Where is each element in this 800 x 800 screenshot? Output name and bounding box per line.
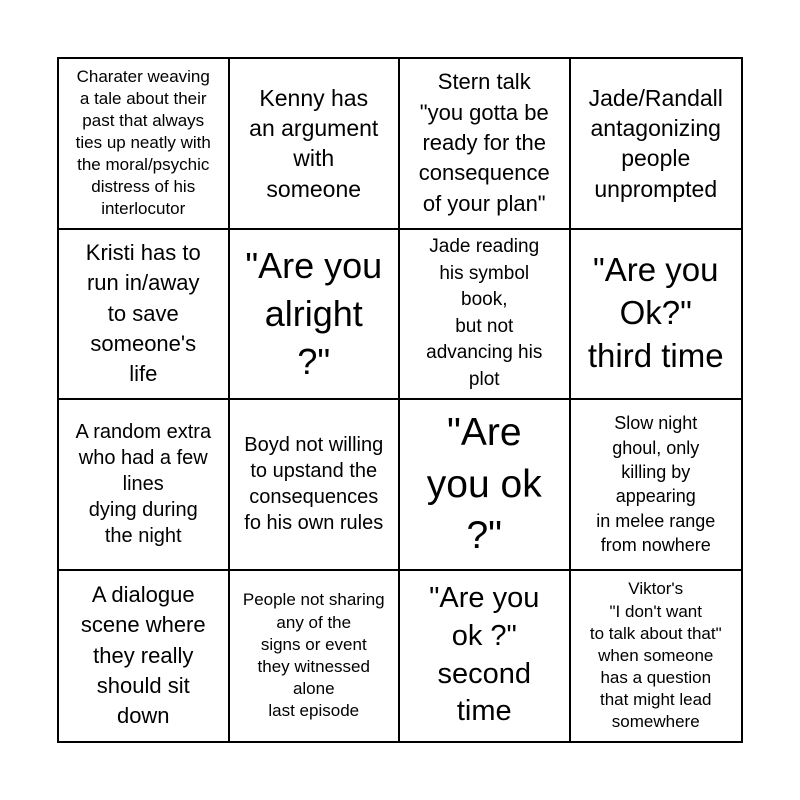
cell-text: Boyd not willing to upstand the consequences fo his own rules xyxy=(244,434,384,535)
bingo-cell-4[interactable] xyxy=(571,59,742,230)
cell-text: "Are you ok ?" second time xyxy=(429,582,540,728)
bingo-cell-16[interactable] xyxy=(571,571,742,742)
cell-text: Charater weaving a tale about their past that always ties up neatly with the moral/psychic distress of his interlocutor xyxy=(75,66,211,219)
cell-text: "Are you Ok?" third time xyxy=(587,251,724,375)
cell-text: Jade/Randall antagonizing people unprompted xyxy=(588,84,723,202)
cell-text: Stern talk "you gotta be ready for the consequence of your plan" xyxy=(418,69,550,216)
cell-text: Kenny has an argument with someone xyxy=(249,84,379,202)
bingo-cell-13[interactable] xyxy=(59,571,230,742)
cell-text: People not sharing any of the signs or event they witnessed alone last episode xyxy=(242,590,385,720)
cell-text: Viktor's "I don't want to talk about that" when someone has a question that might lead somewhere xyxy=(589,579,722,731)
bingo-cell-3[interactable] xyxy=(400,59,571,230)
cell-text: Kristi has to run in/away to save someone's life xyxy=(85,239,201,387)
bingo-cell-7[interactable] xyxy=(400,230,571,401)
cell-text: Jade reading his symbol book, but not advancing his plot xyxy=(426,235,543,390)
cell-text: A random extra who had a few lines dying during the night xyxy=(75,421,212,548)
bingo-cell-8[interactable] xyxy=(571,230,742,401)
cell-text: A dialogue scene where they really should sit down xyxy=(80,581,206,729)
bingo-cell-5[interactable] xyxy=(59,230,230,401)
bingo-cell-11[interactable] xyxy=(400,400,571,571)
bingo-cell-12[interactable] xyxy=(571,400,742,571)
bingo-cell-10[interactable] xyxy=(230,400,401,571)
bingo-cell-6[interactable] xyxy=(230,230,401,401)
cell-text: "Are you ok ?" xyxy=(426,411,542,557)
bingo-cell-15[interactable] xyxy=(400,571,571,742)
bingo-cell-1[interactable] xyxy=(59,59,230,230)
bingo-board xyxy=(57,57,743,743)
bingo-cell-9[interactable] xyxy=(59,400,230,571)
cell-text: Slow night ghoul, only killing by appearing in melee range from nowhere xyxy=(596,413,716,555)
bingo-cell-2[interactable] xyxy=(230,59,401,230)
cell-text: "Are you alright ?" xyxy=(245,245,383,382)
bingo-cell-14[interactable] xyxy=(230,571,401,742)
